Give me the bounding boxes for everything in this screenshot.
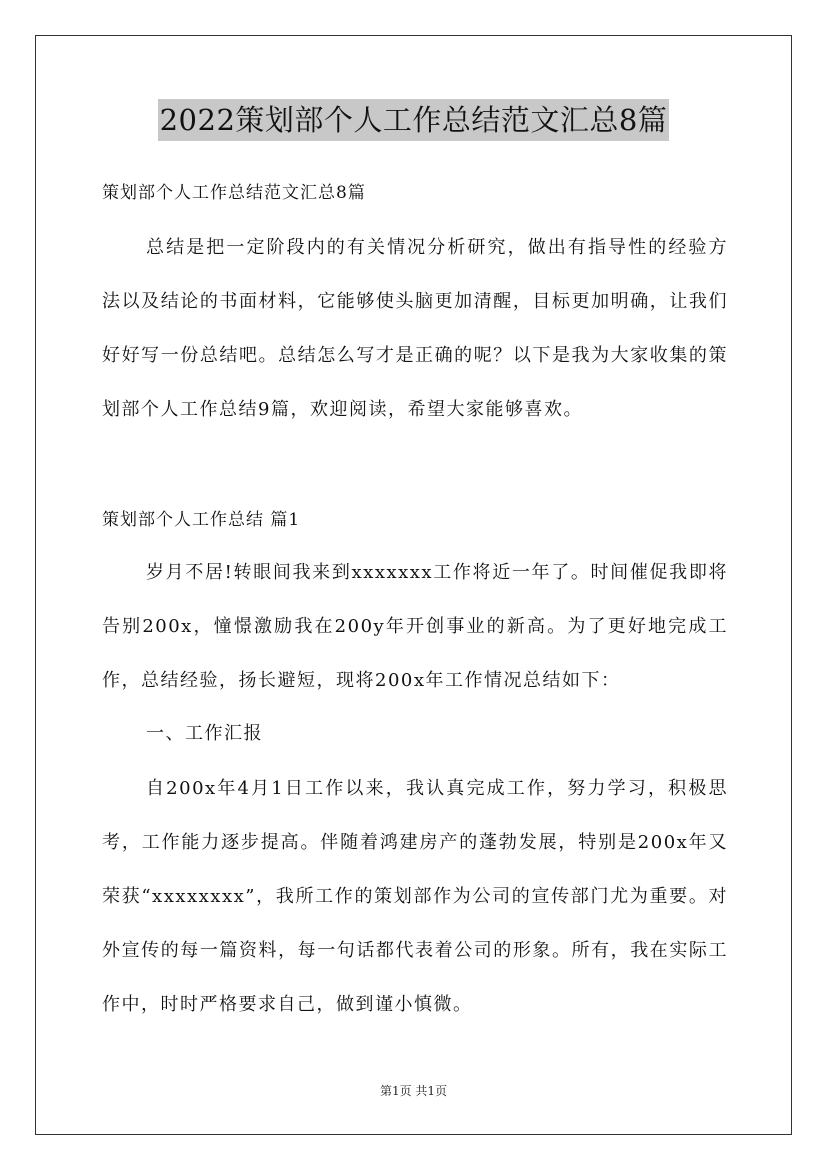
page-number: 第1页 共1页 <box>379 1084 448 1098</box>
paragraph-2: 自200x年4月1日工作以来，我认真完成工作，努力学习，积极思考，工作能力逐步提高。伴随着鸿建房产的蓬勃发展，特别是200x年又荣获“xxxxxxxx”，我所工作的策划部作为公司的宣传部门尤为重要。对外宣传的每一篇资料，每一句话都代表着公司的形象。所有，我在实际工作中，时时严格要求自己，做到谨小慎微。 <box>102 778 728 1015</box>
subheading-work-report: 一、工作汇报 <box>146 723 263 744</box>
document-title: 2022策划部个人工作总结范文汇总8篇 <box>158 99 670 141</box>
document-subtitle: 策划部个人工作总结范文汇总8篇 <box>102 183 366 203</box>
title-container <box>0 99 827 141</box>
section-heading: 策划部个人工作总结 篇1 <box>102 510 301 530</box>
paragraph-1: 岁月不居!转眼间我来到xxxxxxx工作将近一年了。时间催促我即将告别200x，憧憬激励我在200y年开创事业的新高。为了更好地完成工作，总结经验，扬长避短，现将200x年工作情况总结如下： <box>102 562 728 691</box>
intro-paragraph: 总结是把一定阶段内的有关情况分析研究，做出有指导性的经验方法以及结论的书面材料，它能够使头脑更加清醒，目标更加明确，让我们好好写一份总结吧。总结怎么写才是正确的呢？以下是我为大家收集的策划部个人工作总结9篇，欢迎阅读，希望大家能够喜欢。 <box>102 237 728 420</box>
